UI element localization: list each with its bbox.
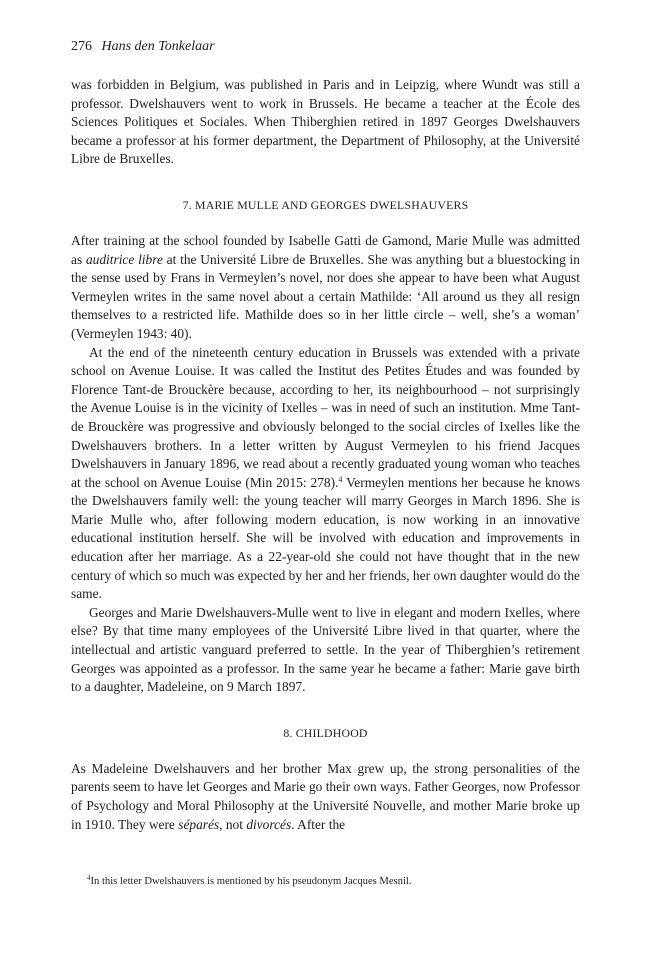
running-head xyxy=(71,38,580,56)
section-8-paragraph-1 xyxy=(71,760,580,834)
running-head-author: Hans den Tonkelaar xyxy=(101,39,215,54)
section-7-paragraph-2 xyxy=(71,344,580,604)
text-run: After training at the school founded by Isabelle Gatti de Gamond, Marie Mulle was admitted as xyxy=(71,232,580,267)
italic-term: divorcés xyxy=(246,816,292,832)
section-7-paragraph-3: Georges and Marie Dwelshauvers-Mulle went to live in elegant and modern Ixelles, where else? By that time many employees of the Université Libre lived in that quarter, where the intellectual and artistic vanguard preferred to settle. In the year of Thiberghien’s retirement Georges was appointed as a professor. In the same year he became a father: Marie gave birth to a daughter, Madeleine, on 9 March 1897. xyxy=(71,604,580,695)
footnote-reference: 4 xyxy=(338,474,343,484)
section-7-paragraph-1 xyxy=(71,232,580,344)
page-body xyxy=(71,38,580,834)
footnote-text: In this letter Dwelshauvers is mentioned by his pseudonym Jacques Mesnil. xyxy=(90,876,412,887)
text-run: As Madeleine Dwelshauvers and her brother Max grew up, the strong personalities of the parents seem to have let Georges and Marie go their own ways. Father Georges, now Professor of Psychology and Moral Philosophy at the Université Nouvelle, and mother Marie broke up in 1910. They were xyxy=(71,760,580,832)
text-run: Vermeylen mentions her because he knows the Dwelshauvers family well: the young teacher will marry Georges in March 1896. She is Marie Mulle who, after following modern education, is now working in an innovative educational institution herself. She will be involved with education and improvements in education after her marriage. As a 22-year-old she could not have thought that in the new century of which so much was expected by her and her friends, her own daughter would do the same. xyxy=(71,474,580,602)
italic-term: séparés xyxy=(178,816,220,832)
footnote-marker: 4 xyxy=(87,874,91,882)
section-7-heading: 7. MARIE MULLE AND GEORGES DWELSHAUVERS xyxy=(182,197,469,212)
italic-term: auditrice libre xyxy=(85,251,163,267)
text-run: , not xyxy=(219,816,247,832)
page-number: 276 xyxy=(71,39,92,54)
intro-paragraph: was forbidden in Belgium, was published in Paris and in Leipzig, where Wundt was still a professor. Dwelshauvers went to work in Brussels. He became a teacher at the École des Sciences Politiques et Sociales. When Thiberghien retired in 1897 Georges Dwelshauvers became a professor at his former department, the Department of Philosophy, at the Université Libre de Bruxelles. xyxy=(71,77,580,167)
footnote xyxy=(87,875,567,889)
text-run: at the Université Libre de Bruxelles. She was anything but a bluestocking in the sense used by Frans in Vermeylen’s novel, nor does she appear to have been what August Vermeylen writes in the same novel about a certain Mathilde: ‘All around us they all resign themselves to a restricted life. Mathilde does so in her little circle – well, she’s a woman’ (Vermeylen 1943: 40). xyxy=(71,251,580,341)
text-run: At the end of the nineteenth century education in Brussels was extended with a private school on Avenue Louise. It was called the Institut des Petites Études and was founded by Florence Tant-de Brouckère because, according to her, its neighbourhood – not surprisingly the Avenue Louise is in the vicinity of Ixelles – was in need of such an institution. Mme Tant-de Brouckère was progressive and obviously belonged to the social circles of Ixelles like the Dwelshauvers brothers. In a letter written by August Vermeylen to his friend Jacques Dwelshauvers in January 1896, we read about a recently graduated young woman who teaches at the school on Avenue Louise (Min 2015: 278). xyxy=(71,344,580,490)
section-8-heading: 8. CHILDHOOD xyxy=(283,725,368,740)
text-run: . After the xyxy=(291,816,346,832)
